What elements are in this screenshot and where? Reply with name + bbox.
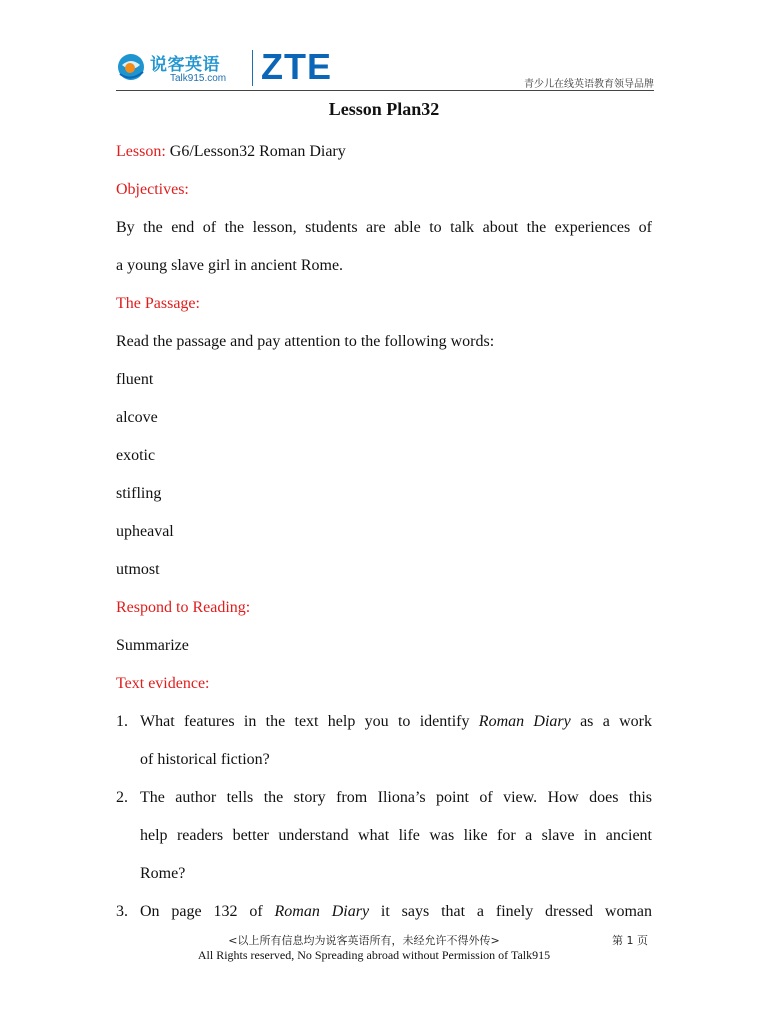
lesson-label: Lesson: — [116, 143, 166, 160]
evidence-heading: Text evidence: — [116, 675, 210, 692]
question-3 — [116, 893, 652, 931]
page-number: 第 1 页 — [612, 934, 648, 947]
book-title: Roman Diary — [274, 903, 370, 920]
page-header — [116, 46, 654, 90]
brand-url: Talk915.com — [170, 73, 227, 84]
question-number: 1. — [116, 713, 128, 730]
vocabulary-word: exotic — [116, 447, 156, 464]
header-divider — [116, 90, 654, 91]
question-2-line-2: help readers better understand what life was like for a slave in ancient — [140, 827, 652, 844]
question-number: 2. — [116, 789, 128, 806]
question-2 — [116, 779, 652, 893]
lesson-line — [116, 133, 652, 171]
question-1-text-b: as a work — [570, 713, 653, 730]
footer-notice-en-text: All Rights reserved, No Spreading abroad without Permission of Talk915 — [197, 948, 551, 962]
objectives-heading: Objectives: — [116, 181, 189, 198]
document-body — [116, 133, 652, 931]
book-title: Roman Diary — [478, 713, 571, 730]
question-2-line-1: The author tells the story from Iliona’s point of view. How does this — [140, 789, 652, 806]
question-3-text-b: it says that a finely dressed woman — [369, 903, 652, 920]
vocabulary-word: utmost — [116, 561, 160, 578]
brand-name-cn: 说客英语 — [150, 55, 220, 75]
lesson-value: G6/Lesson32 Roman Diary — [165, 143, 346, 160]
question-1-text-a: What features in the text help you to identify — [140, 713, 479, 730]
footer-notice-cn — [0, 932, 768, 948]
vocabulary-word: upheaval — [116, 523, 174, 540]
question-2-line-3: Rome? — [140, 865, 186, 882]
question-1-line-2: of historical fiction? — [140, 751, 270, 768]
question-number: 3. — [116, 903, 128, 920]
passage-heading: The Passage: — [116, 295, 200, 312]
talk915-globe-logo-icon — [116, 52, 146, 82]
question-1 — [116, 703, 652, 779]
passage-instruction: Read the passage and pay attention to the following words: — [116, 333, 495, 350]
vocabulary-word: alcove — [116, 409, 158, 426]
question-3-line-1 — [140, 893, 652, 931]
question-3-text-a: On page 132 of — [140, 903, 275, 920]
logo-divider — [252, 50, 253, 86]
objectives-line-2: a young slave girl in ancient Rome. — [116, 257, 344, 274]
respond-value: Summarize — [116, 637, 189, 654]
header-slogan: 青少儿在线英语教育领导品牌 — [524, 79, 654, 90]
vocabulary-word: stifling — [116, 485, 162, 502]
vocabulary-word: fluent — [116, 371, 154, 388]
question-1-line-1 — [140, 703, 652, 741]
objectives-line-1: By the end of the lesson, students are able to talk about the experiences of — [116, 219, 652, 236]
zte-logo: ZTE — [261, 46, 332, 87]
page-title: Lesson Plan32 — [328, 99, 440, 119]
respond-heading: Respond to Reading: — [116, 599, 251, 616]
footer-notice-en — [0, 948, 768, 963]
footer-notice-cn-text: <以上所有信息均为说客英语所有，未经允许不得外传> — [228, 934, 500, 947]
